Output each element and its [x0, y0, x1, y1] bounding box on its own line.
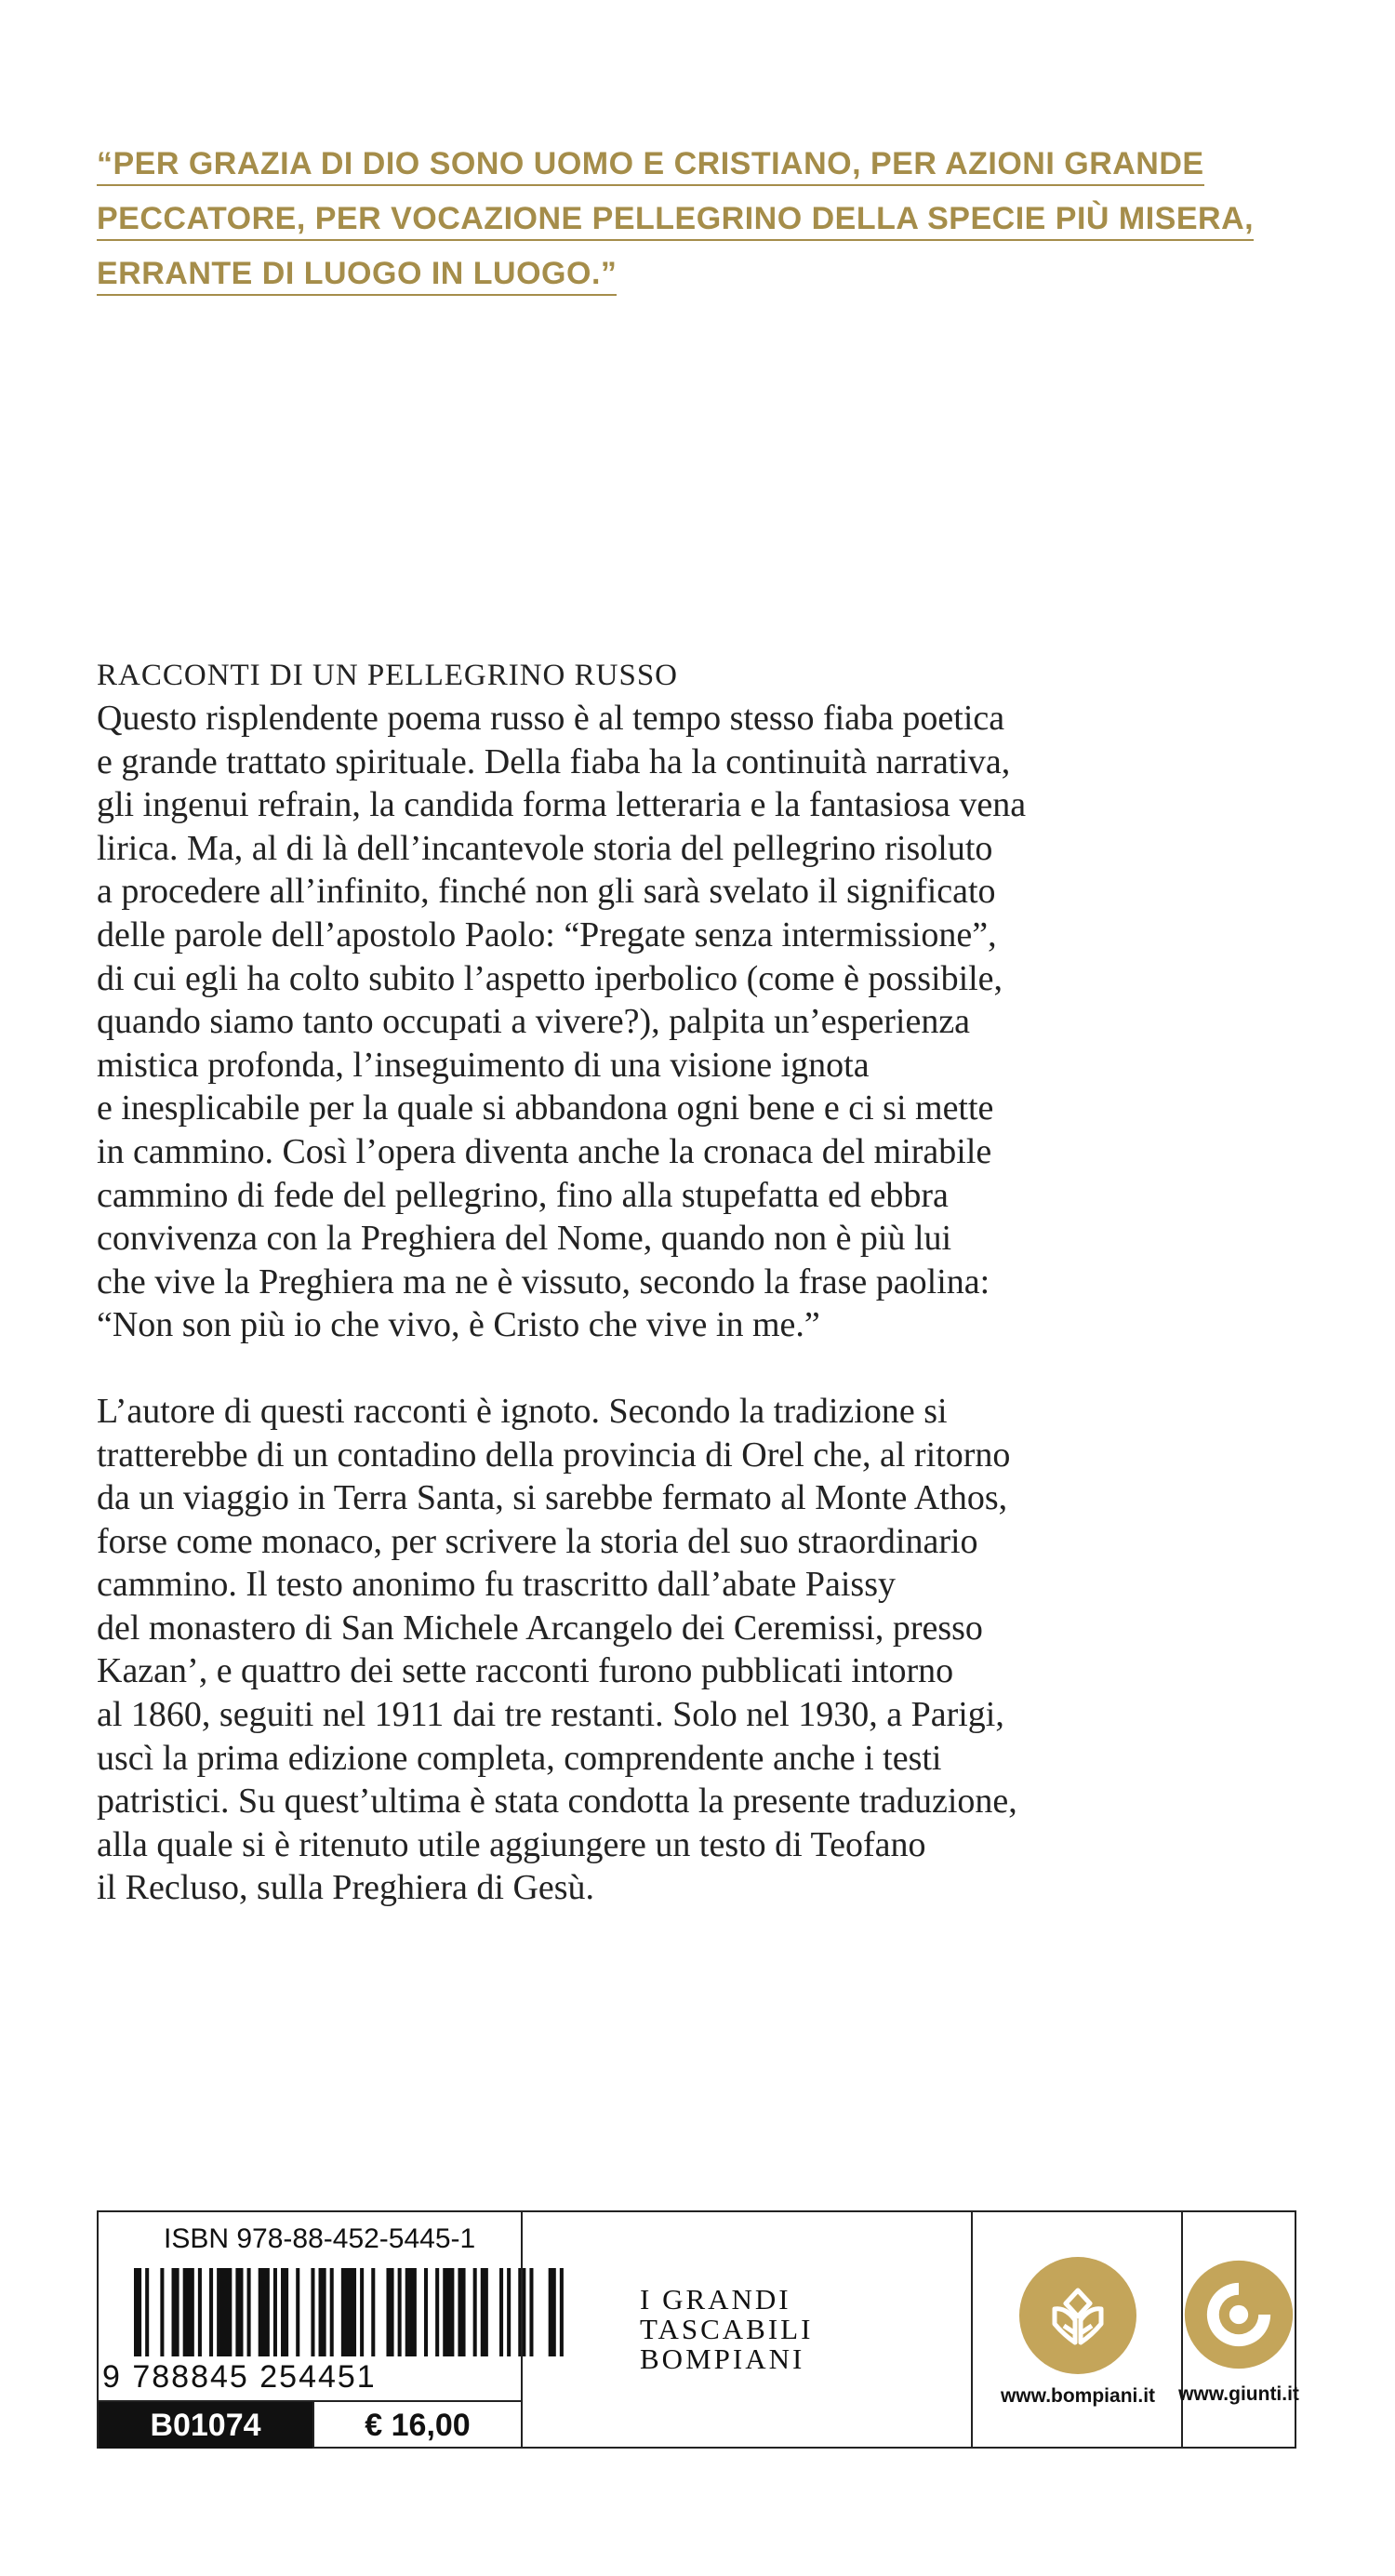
blurb-line: cammino. Il testo anonimo fu trascritto dall’abate Paissy [97, 1565, 897, 1605]
blurb-line: “Non son più io che vivo, è Cristo che vive in me.” [97, 1305, 820, 1345]
series-line-2: TASCABILI [640, 2313, 814, 2345]
series-name [523, 2212, 971, 2447]
blurb-line: quando siamo tanto occupati a vivere?), palpita un’esperienza [97, 1002, 971, 1042]
blurb-line: patristici. Su quest’ultima è stata condotta la presente traduzione, [97, 1782, 1017, 1822]
blurb-line: il Recluso, sulla Preghiera di Gesù. [97, 1868, 595, 1908]
series-line-3: BOMPIANI [640, 2342, 805, 2375]
blurb-line: gli ingenui refrain, la candida forma letteraria e la fantasiosa vena [97, 785, 1027, 825]
blurb-line: Kazan’, e quattro dei sette racconti furono pubblicati intorno [97, 1651, 954, 1691]
bompiani-publisher [973, 2212, 1183, 2447]
blurb-line: da un viaggio in Terra Santa, si sarebbe fermato al Monte Athos, [97, 1478, 1008, 1518]
back-cover-info-box [97, 2210, 1299, 2449]
giunti-logo-icon [1183, 2259, 1295, 2370]
blurb-line: convivenza con la Preghiera del Nome, quando non è più lui [97, 1219, 952, 1259]
quote-line-3: ERRANTE DI LUOGO IN LUOGO.” [97, 253, 617, 296]
cover-quote [97, 140, 1306, 304]
book-blurb [97, 654, 1306, 1910]
blurb-line: del monastero di San Michele Arcangelo dei Ceremissi, presso [97, 1608, 983, 1648]
isbn-label: ISBN 978-88-452-5445-1 [164, 2223, 476, 2254]
blurb-line: in cammino. Così l’opera diventa anche la cronaca del mirabile [97, 1131, 992, 1171]
barcode-icon [134, 2268, 571, 2356]
blurb-line: a procedere all’infinito, finché non gli sarà svelato il significato [97, 872, 996, 912]
quote-line-1: “PER GRAZIA DI DIO SONO UOMO E CRISTIANO, PER AZIONI GRANDE [97, 143, 1204, 186]
book-title-heading: RACCONTI DI UN PELLEGRINO RUSSO [97, 659, 679, 692]
blurb-line: e inesplicabile per la quale si abbandona ogni bene e ci si mette [97, 1088, 994, 1128]
blurb-line: che vive la Preghiera ma ne è vissuto, secondo la frase paolina: [97, 1261, 990, 1301]
blurb-line: L’autore di questi racconti è ignoto. Secondo la tradizione si [97, 1391, 948, 1431]
blurb-line: mistica profonda, l’inseguimento di una visione ignota [97, 1045, 870, 1085]
blurb-line: e grande trattato spirituale. Della fiaba ha la continuità narrativa, [97, 741, 1011, 781]
blurb-line: lirica. Ma, al di là dell’incantevole storia del pellegrino risoluto [97, 828, 993, 868]
quote-line-2: PECCATORE, PER VOCAZIONE PELLEGRINO DELLA SPECIE PIÙ MISERA, [97, 198, 1254, 241]
giunti-publisher [1178, 2212, 1299, 2447]
blurb-line: uscì la prima edizione completa, comprendente anche i testi [97, 1738, 942, 1778]
blurb-paragraph-1 [97, 697, 1306, 1347]
blurb-line: cammino di fede del pellegrino, fino alla stupefatta ed ebbra [97, 1175, 949, 1215]
blurb-line: al 1860, seguiti nel 1911 dai tre restanti. Solo nel 1930, a Parigi, [97, 1695, 1004, 1735]
blurb-line: delle parole dell’apostolo Paolo: “Pregate senza intermissione”, [97, 914, 997, 954]
blurb-line: tratterebbe di un contadino della provincia di Orel che, al ritorno [97, 1435, 1011, 1475]
blurb-line: Questo risplendente poema russo è al tempo stesso fiaba poetica [97, 699, 1005, 738]
series-line-1: I GRANDI [640, 2283, 791, 2316]
blurb-line: forse come monaco, per scrivere la storia del suo straordinario [97, 1521, 978, 1561]
blurb-line: alla quale si è ritenuto utile aggiungere un testo di Teofano [97, 1824, 926, 1864]
blurb-line: di cui egli ha colto subito l’aspetto iperbolico (come è possibile, [97, 958, 1003, 998]
product-code-badge: B01074 [99, 2402, 312, 2449]
giunti-website: www.giunti.it [1178, 2383, 1299, 2405]
barcode-digits: 9 788845 254451 [102, 2359, 377, 2395]
bompiani-logo-icon [1017, 2255, 1138, 2376]
blurb-paragraph-2 [97, 1390, 1306, 1910]
price: € 16,00 [312, 2402, 521, 2449]
bompiani-website: www.bompiani.it [1000, 2385, 1156, 2407]
